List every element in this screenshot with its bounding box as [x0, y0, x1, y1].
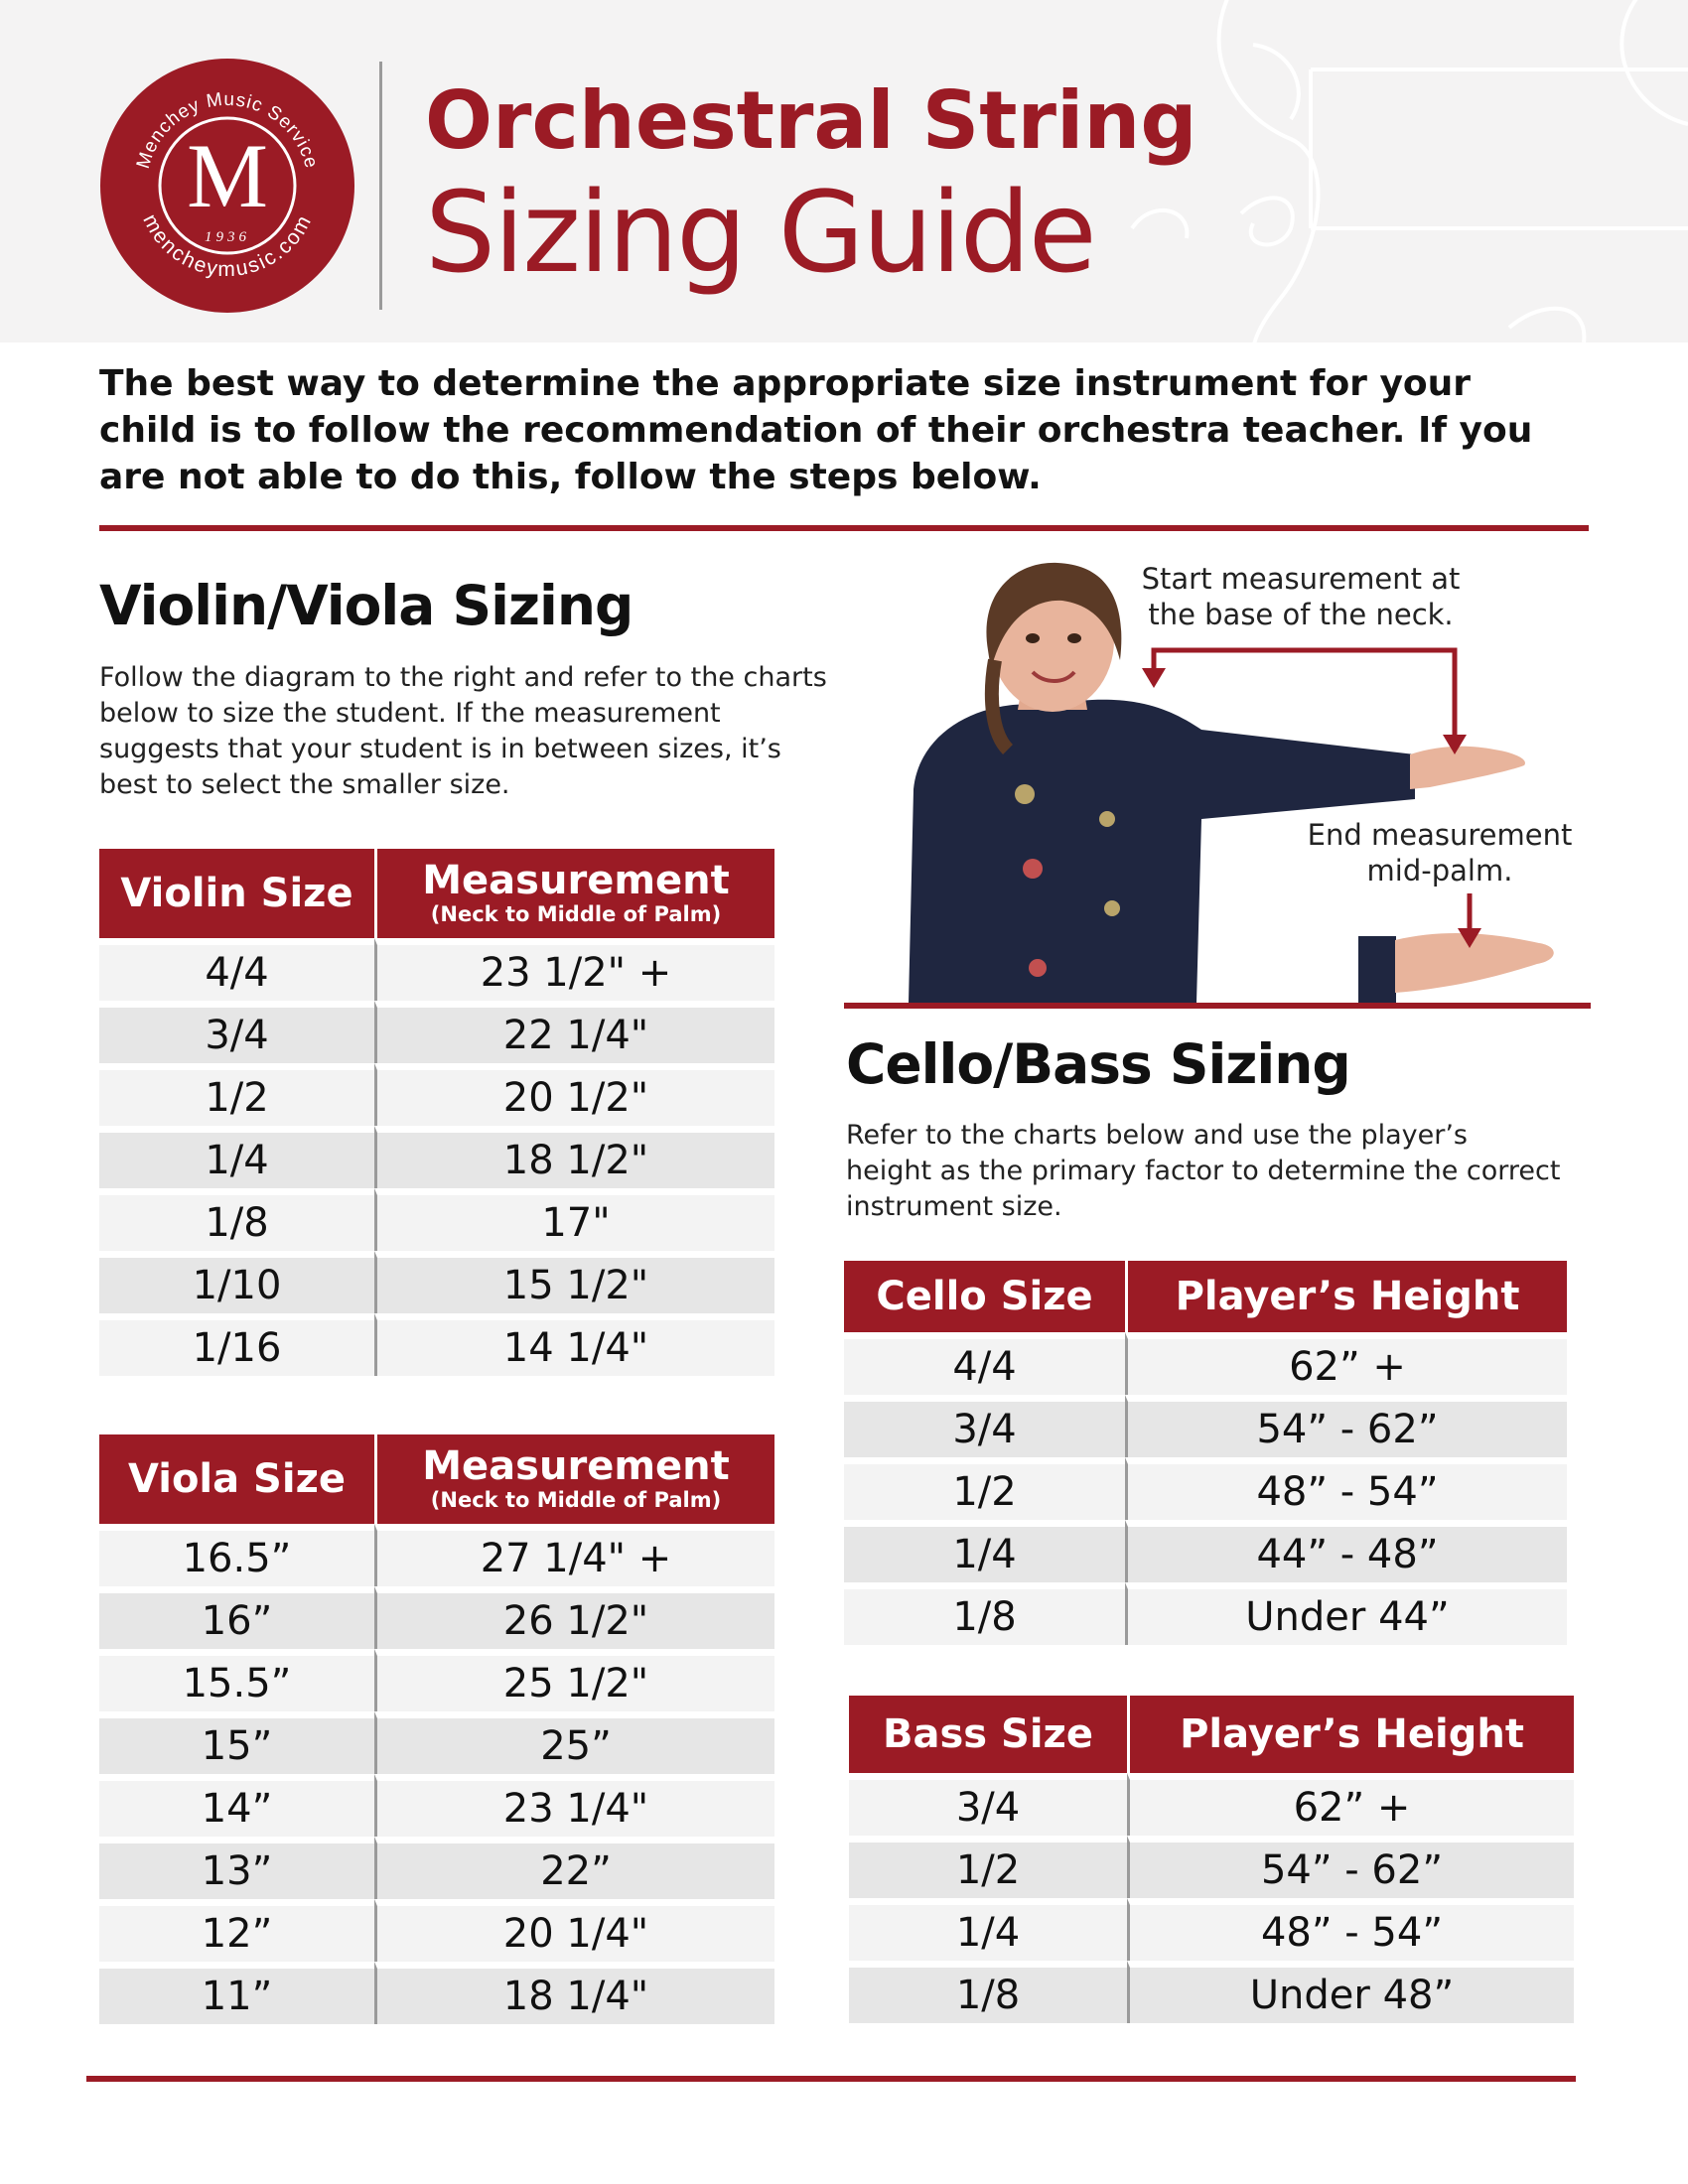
bass-size-table: [849, 1696, 1574, 2023]
table-row: 3/4 54” - 62”: [844, 1395, 1567, 1457]
table-row: 1/16 14 1/4": [99, 1313, 774, 1376]
table-row: 12” 20 1/4": [99, 1899, 774, 1962]
table-row: 15.5” 25 1/2": [99, 1649, 774, 1711]
svg-text:1936: 1936: [205, 229, 250, 245]
table-row: 1/4 18 1/2": [99, 1126, 774, 1188]
table-row: 1/4 44” - 48”: [844, 1520, 1567, 1582]
table-row: 1/10 15 1/2": [99, 1251, 774, 1313]
cello-size-table: [844, 1261, 1567, 1645]
page-title-line1: Orchestral String: [425, 74, 1197, 167]
table-row: 13” 22”: [99, 1837, 774, 1899]
svg-text:M: M: [187, 125, 268, 226]
viola-size-header: Viola Size: [99, 1434, 374, 1524]
divider-rule-mid: [844, 1003, 1591, 1009]
svg-text:mencheymusic.com: mencheymusic.com: [138, 210, 317, 282]
palm-closeup: [1358, 933, 1554, 1003]
table-row: 3/4 62” +: [849, 1773, 1574, 1836]
table-row: 1/8 17": [99, 1188, 774, 1251]
viola-measurement-header: Measurement (Neck to Middle of Palm): [374, 1434, 774, 1524]
table-row: 1/8 Under 48”: [849, 1961, 1574, 2023]
arrow-head-neck: [1142, 668, 1166, 688]
callout-start-line2: the base of the neck.: [1148, 598, 1454, 631]
page-title-line2: Sizing Guide: [425, 169, 1095, 298]
table-row: 1/8 Under 44”: [844, 1582, 1567, 1645]
callout-start-line1: Start measurement at: [1141, 562, 1461, 596]
callout-end: [1291, 817, 1589, 888]
intro-paragraph: The best way to determine the appropriate size instrument for your child is to follow the recommendation of their orchestra teacher. If you are not able to do this, follow the steps below.: [99, 363, 1533, 497]
svg-text:Menchey Music Service: Menchey Music Service: [132, 88, 323, 172]
cello-height-header: Player’s Height: [1125, 1261, 1567, 1332]
bass-height-header: Player’s Height: [1127, 1696, 1574, 1773]
table-row: 11” 18 1/4": [99, 1962, 774, 2024]
violin-viola-description: Follow the diagram to the right and refer to the charts below to size the student. If the measurement suggests that your student is in between sizes, it’s best to select the smaller size.: [99, 662, 827, 800]
callout-end-line2: mid-palm.: [1366, 854, 1513, 887]
table-row: 3/4 22 1/4": [99, 1001, 774, 1063]
header-divider: [379, 62, 382, 310]
viola-size-table: [99, 1434, 774, 2024]
violin-viola-heading: Violin/Viola Sizing: [99, 574, 633, 637]
table-row: 14” 23 1/4": [99, 1774, 774, 1837]
table-row: 15” 25”: [99, 1711, 774, 1774]
menchey-logo: [99, 58, 355, 314]
table-row: 4/4 62” +: [844, 1332, 1567, 1395]
cello-bass-heading: Cello/Bass Sizing: [846, 1032, 1350, 1096]
callout-end-line1: End measurement: [1307, 818, 1573, 852]
cello-bass-description: Refer to the charts below and use the player’s height as the primary factor to determine the correct instrument size.: [846, 1120, 1561, 1222]
table-row: 1/4 48” - 54”: [849, 1898, 1574, 1961]
table-row: 1/2 48” - 54”: [844, 1457, 1567, 1520]
table-row: 16.5” 27 1/4" +: [99, 1524, 774, 1586]
cello-size-header: Cello Size: [844, 1261, 1125, 1332]
bass-size-header: Bass Size: [849, 1696, 1127, 1773]
violin-measurement-header: Measurement (Neck to Middle of Palm): [374, 849, 774, 938]
violin-size-header: Violin Size: [99, 849, 374, 938]
table-row: 1/2 20 1/2": [99, 1063, 774, 1126]
table-row: 4/4 23 1/2" +: [99, 938, 774, 1001]
callout-start: [1112, 561, 1489, 632]
table-row: 1/2 54” - 62”: [849, 1836, 1574, 1898]
divider-rule-top: [99, 525, 1589, 531]
violin-size-table: [99, 849, 774, 1376]
table-row: 16” 26 1/2": [99, 1586, 774, 1649]
divider-rule-bottom: [86, 2076, 1576, 2082]
